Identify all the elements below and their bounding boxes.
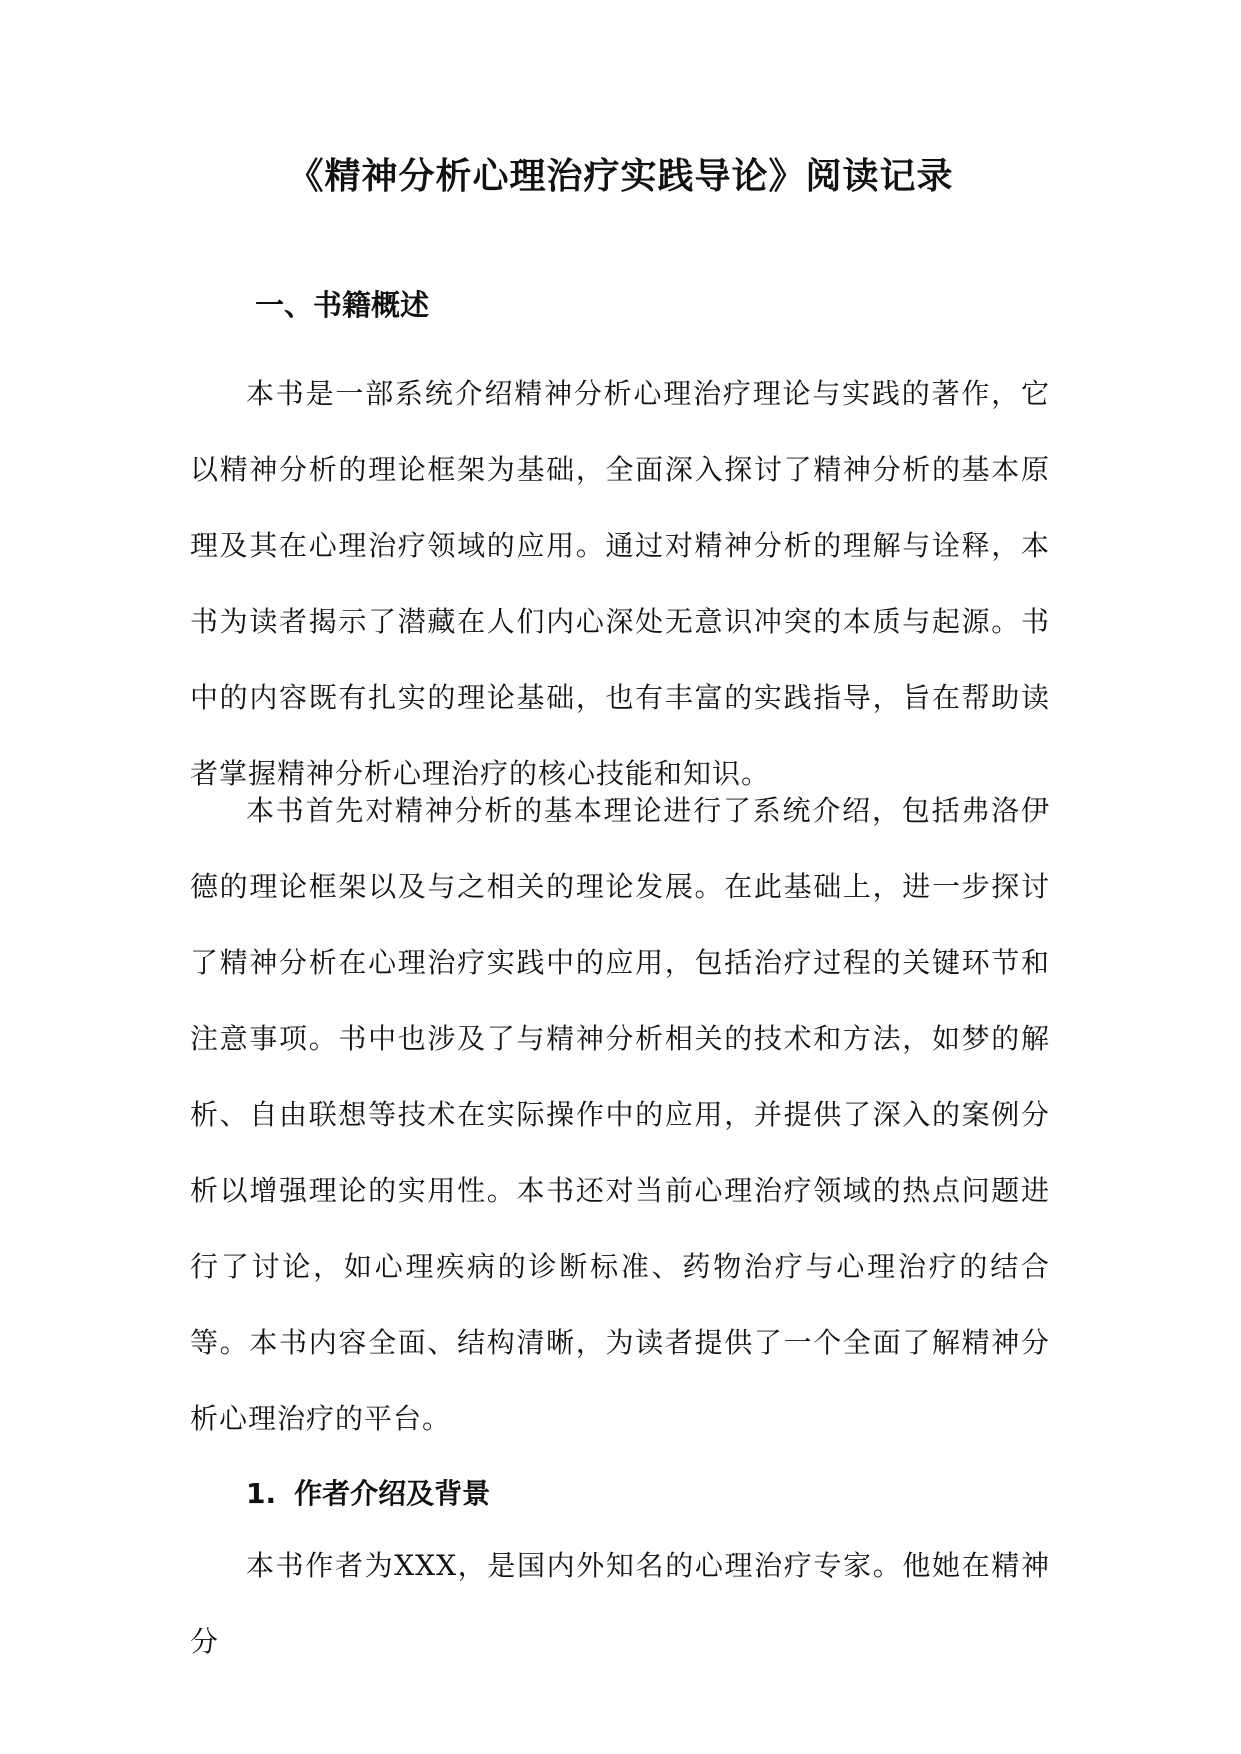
subsection-title: 作者介绍及背景 [294,1477,491,1510]
document-title: 《精神分析心理治疗实践导论》阅读记录 [287,156,954,197]
body-paragraph: 本书首先对精神分析的基本理论进行了系统介绍，包括弗洛伊德的理论框架以及与之相关的理论发展。在此基础上，进一步探讨了精神分析在心理治疗实践中的应用，包括治疗过程的关键环节和注意事项。书中也涉及了与精神分析相关的技术和方法，如梦的解析、自由联想等技术在实际操作中的应用，并提供了深入的案例分析以增强理论的实用性。本书还对当前心理治疗领域的热点问题进行了讨论，如心理疾病的诊断标准、药物治疗与心理治疗的结合等。本书内容全面、结构清晰，为读者提供了一个全面了解精神分析心理治疗的平台。 [190,794,1050,1435]
subsection-number: 1. [246,1477,277,1510]
body-paragraph: 本书是一部系统介绍精神分析心理治疗理论与实践的著作，它以精神分析的理论框架为基础，全面深入探讨了精神分析的基本原理及其在心理治疗领域的应用。通过对精神分析的理解与诠释，本书为读者揭示了潜藏在人们内心深处无意识冲突的本质与起源。书中的内容既有扎实的理论基础，也有丰富的实践指导，旨在帮助读者掌握精神分析心理治疗的核心技能和知识。 [190,377,1050,790]
section-heading: 一、书籍概述 [255,288,430,322]
body-paragraph: 本书作者为XXX，是国内外知名的心理治疗专家。他她在精神分 [190,1549,1050,1658]
subsection-heading [246,1472,490,1512]
